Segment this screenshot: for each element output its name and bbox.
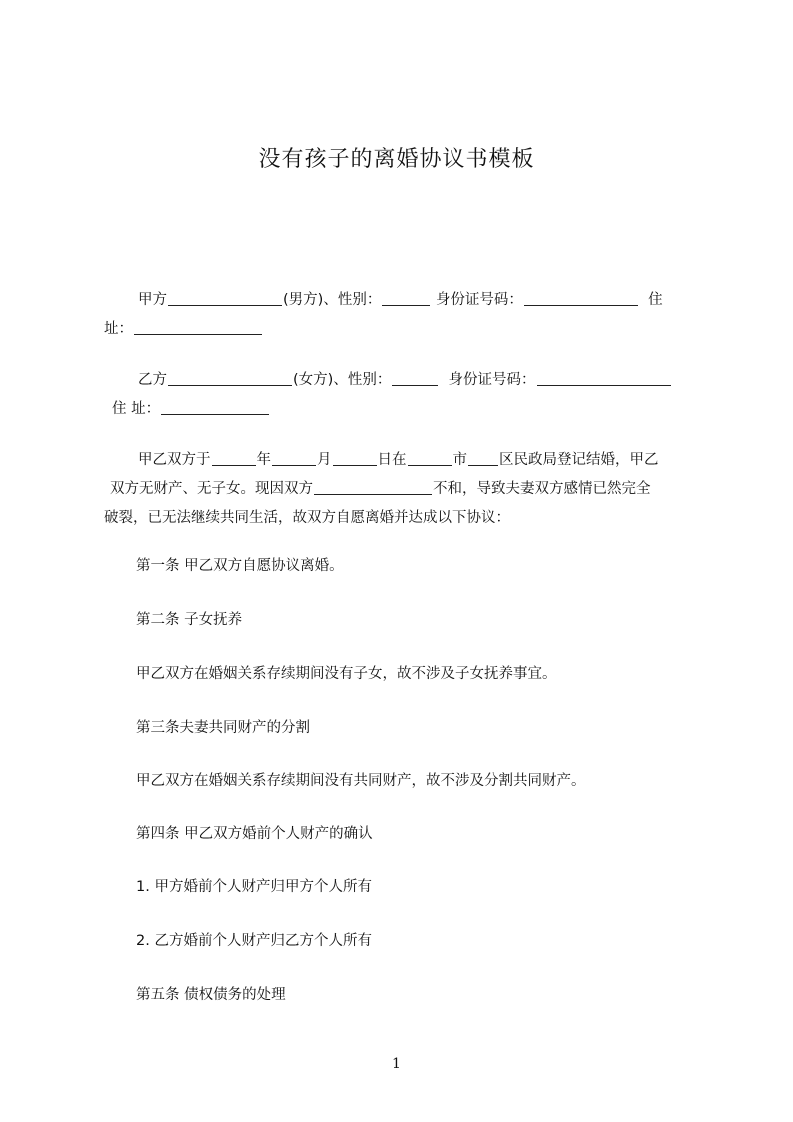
party-b-label: 乙方	[138, 372, 167, 388]
month-label: 月	[317, 452, 332, 468]
id-blank[interactable]	[524, 289, 638, 306]
intro-line3: 破裂，已无法继续共同生活，故双方自愿离婚并达成以下协议：	[104, 510, 510, 526]
id-label: 身份证号码：	[435, 292, 523, 308]
address-prefix: 住	[648, 292, 663, 308]
year-blank[interactable]	[212, 449, 256, 466]
party-b-paragraph	[104, 366, 702, 424]
page-number: 1	[392, 1056, 401, 1072]
address-label: 址：	[104, 321, 133, 337]
day-blank[interactable]	[333, 449, 377, 466]
article-3-heading: 第三条夫妻共同财产的分割	[136, 720, 310, 736]
article-1: 第一条 甲乙双方自愿协议离婚。	[136, 558, 344, 574]
party-b-line2	[104, 395, 702, 424]
gender-label: (男方)、性别：	[283, 292, 382, 308]
reason-blank[interactable]	[314, 478, 432, 495]
address-label: 住 址：	[112, 401, 161, 417]
intro-text: 不和，导致夫妻双方感情已然完全	[433, 481, 651, 497]
intro-line2	[104, 475, 702, 504]
month-blank[interactable]	[272, 449, 316, 466]
address-blank[interactable]	[161, 398, 269, 415]
article-3-body: 甲乙双方在婚姻关系存续期间没有共同财产，故不涉及分割共同财产。	[136, 773, 586, 789]
article-4-item-1: 1. 甲方婚前个人财产归甲方个人所有	[136, 879, 372, 895]
address-blank[interactable]	[134, 318, 262, 335]
id-label: 身份证号码：	[448, 372, 536, 388]
document-title: 没有孩子的离婚协议书模板	[258, 147, 535, 172]
day-label: 日在	[377, 452, 407, 468]
intro-text: 甲乙双方于	[138, 452, 211, 468]
intro-line1	[104, 446, 702, 475]
city-blank[interactable]	[408, 449, 452, 466]
gender-blank[interactable]	[392, 369, 438, 386]
party-a-line1	[104, 286, 702, 315]
intro-text: 双方无财产、无子女。现因双方	[110, 481, 313, 497]
article-5-heading: 第五条 债权债务的处理	[136, 987, 286, 1003]
intro-text: 区民政局登记结婚，甲乙	[499, 452, 659, 468]
party-a-paragraph	[104, 286, 702, 344]
name-blank[interactable]	[168, 289, 282, 306]
party-b-line1	[104, 366, 702, 395]
gender-label: (女方)、性别：	[293, 372, 392, 388]
district-blank[interactable]	[468, 449, 498, 466]
party-a-label: 甲方	[138, 292, 167, 308]
party-a-line2	[104, 315, 702, 344]
article-2-body: 甲乙双方在婚姻关系存续期间没有子女，故不涉及子女抚养事宜。	[136, 666, 557, 682]
gender-blank[interactable]	[382, 289, 430, 306]
article-4-item-2: 2. 乙方婚前个人财产归乙方个人所有	[136, 933, 372, 949]
name-blank[interactable]	[168, 369, 292, 386]
intro-paragraph	[104, 446, 702, 533]
article-2-heading: 第二条 子女抚养	[136, 612, 243, 628]
article-4-heading: 第四条 甲乙双方婚前个人财产的确认	[136, 826, 373, 842]
id-blank[interactable]	[537, 369, 671, 386]
city-label: 市	[452, 452, 467, 468]
year-label: 年	[256, 452, 271, 468]
